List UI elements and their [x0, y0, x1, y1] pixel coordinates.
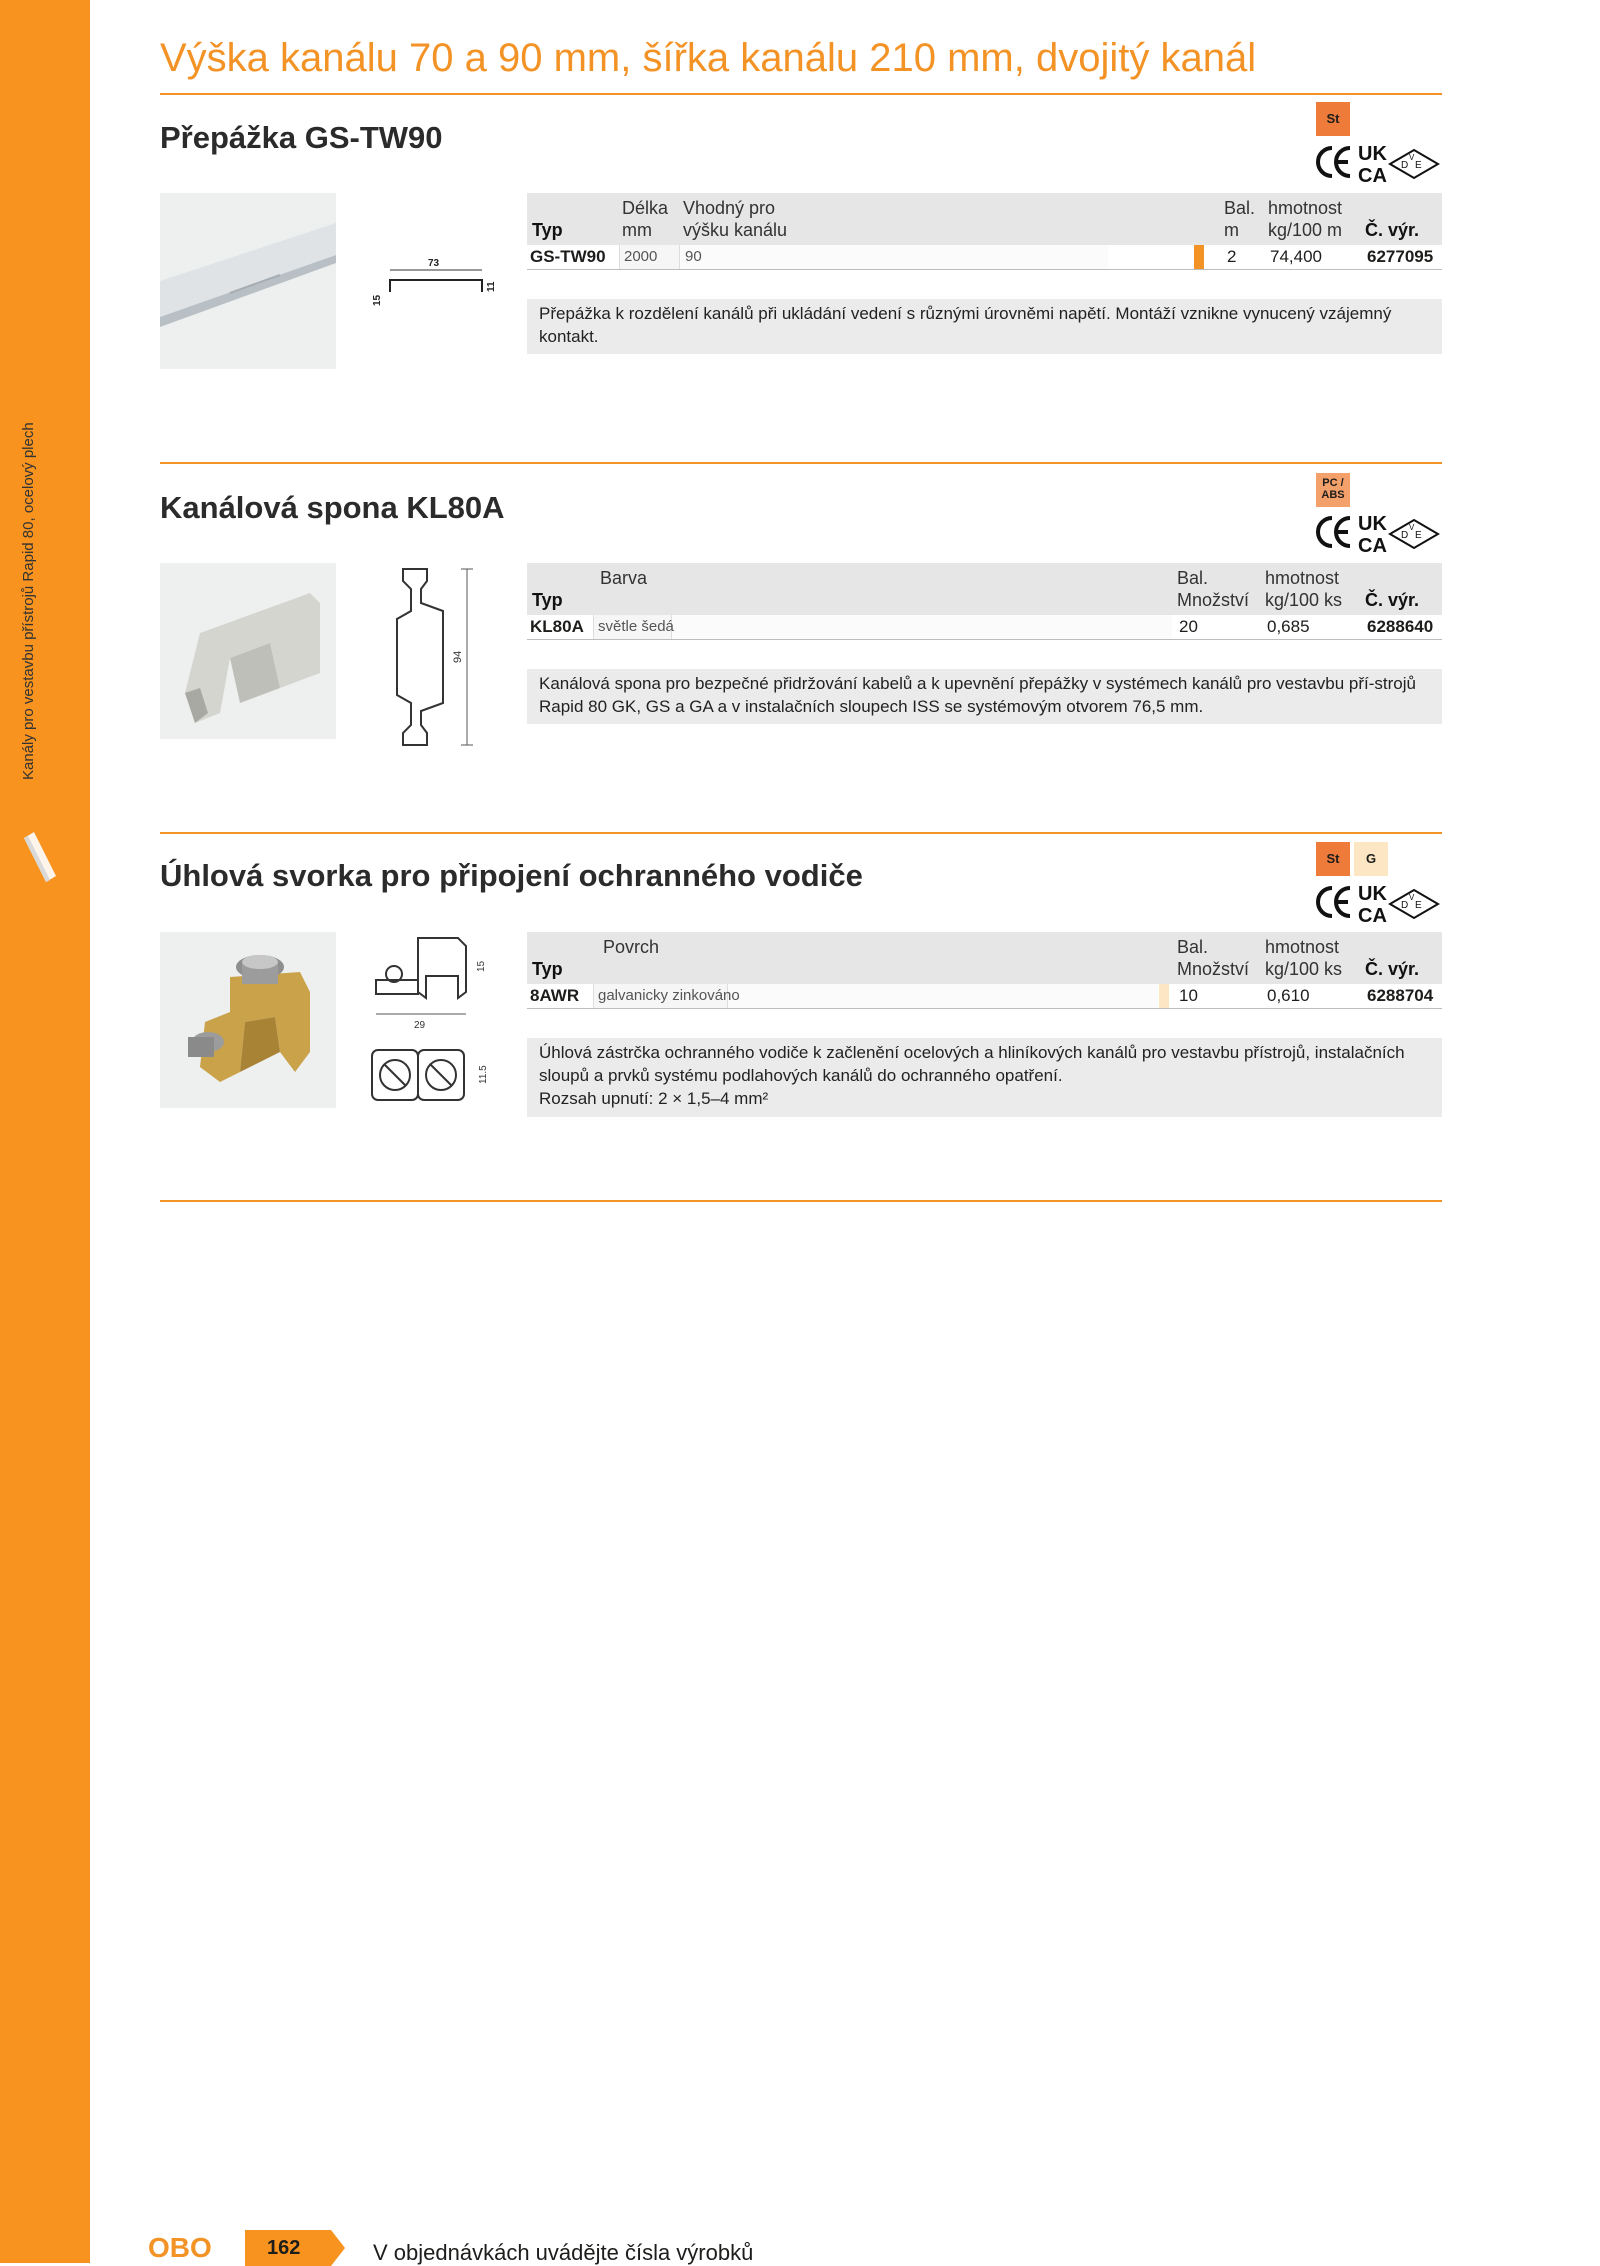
page-number-text: 162 [267, 2237, 301, 2259]
page-number [245, 2230, 345, 2266]
cell-cislo: 6288640 [1367, 617, 1434, 636]
material-badge-pc-abs: PC / ABS [1316, 473, 1350, 507]
ukca-mark-icon [1358, 143, 1387, 184]
product-photo-8awr [160, 932, 336, 1108]
section-title-8awr: Úhlová svorka pro připojení ochranného vodiče [160, 858, 863, 893]
technical-drawing-8awr [358, 932, 498, 1122]
svg-text:D: D [1401, 900, 1409, 911]
svg-text:UK: UK [1358, 883, 1387, 905]
table-row [527, 245, 1442, 270]
section-rule [160, 832, 1442, 834]
col-header-bal-unit: Množství [1177, 959, 1250, 979]
technical-drawing-gs-tw90 [358, 250, 498, 310]
section-title-gs-tw90: Přepážka GS-TW90 [160, 120, 443, 155]
cell-bal: 20 [1179, 617, 1198, 636]
cable-channel-icon [20, 830, 60, 890]
svg-text:CA: CA [1358, 535, 1387, 554]
cell-cislo: 6277095 [1367, 247, 1434, 266]
material-badges [1316, 102, 1350, 136]
material-badges [1316, 842, 1388, 876]
col-header-hmotnost: hmotnost [1265, 568, 1340, 588]
svg-text:E: E [1415, 160, 1422, 171]
title-rule [160, 93, 1442, 95]
ce-mark-icon [1318, 888, 1350, 916]
description-text: Kanálová spona pro bezpečné přidržování kabelů a k upevnění přepážky v systémech kanálů pro vestavbu pří-strojů Rapid 80 GK, GS a GA a v instalačních sloupech ISS se systémovým otvorem 76,5 mm. [539, 674, 1416, 716]
col-header-hmotnost-unit: kg/100 ks [1265, 590, 1343, 610]
svg-text:D: D [1401, 160, 1409, 171]
product-description-8awr [527, 1038, 1442, 1117]
svg-text:V: V [1409, 153, 1415, 162]
cell-hmotnost: 74,400 [1270, 247, 1322, 266]
svg-text:V: V [1409, 523, 1415, 532]
col-header-typ: Typ [532, 220, 563, 240]
cell-vyska: 90 [685, 248, 702, 265]
col-header-bal: Bal. [1224, 198, 1256, 218]
col-header-vyska: Vhodný pro [683, 198, 776, 218]
col-header-bal-unit: Množství [1177, 590, 1250, 610]
page-title: Výška kanálu 70 a 90 mm, šířka kanálu 210 mm, dvojitý kanál [160, 36, 1257, 80]
description-text: Úhlová zástrčka ochranného vodiče k začlenění ocelových a hliníkových kanálů pro vestavbu přístrojů, instalačních sloupů a prvků systému podlahových kanálů do ochranného opatření. [539, 1043, 1405, 1085]
drawing-dim-15: 15 [372, 294, 383, 306]
product-photo-gs-tw90 [160, 193, 336, 369]
vde-mark-icon [1390, 520, 1438, 548]
cell-barva: světle šedá [598, 618, 674, 635]
table-header-8awr [527, 932, 1442, 984]
availability-marker [1159, 984, 1169, 1008]
technical-drawing-kl80a [385, 563, 485, 753]
drawing-dim-29: 29 [414, 1020, 426, 1031]
svg-text:D: D [1401, 530, 1409, 541]
col-header-bal: Bal. [1177, 937, 1209, 957]
vde-mark-icon [1390, 150, 1438, 178]
svg-text:CA: CA [1358, 905, 1387, 924]
cell-povrch: galvanicky zinkováno [598, 987, 740, 1004]
table-row [527, 984, 1442, 1009]
material-badge-g: G [1354, 842, 1388, 876]
col-header-bal: Bal. [1177, 568, 1209, 588]
col-header-typ: Typ [532, 590, 563, 610]
sidebar-vertical-text [20, 422, 40, 800]
material-badge-st: St [1316, 842, 1350, 876]
col-header-cislo: Č. výr. [1365, 220, 1420, 240]
footer-note: V objednávkách uvádějte čísla výrobků [373, 2240, 754, 2265]
col-header-cislo: Č. výr. [1365, 959, 1420, 979]
col-header-hmotnost: hmotnost [1265, 937, 1340, 957]
product-description-kl80a [527, 669, 1442, 724]
col-header-delka-unit: mm [622, 220, 652, 240]
col-header-cislo: Č. výr. [1365, 590, 1420, 610]
cell-typ: KL80A [530, 617, 584, 636]
cell-delka: 2000 [624, 248, 658, 265]
col-header-vyska-unit: výšku kanálu [683, 220, 788, 240]
product-description-gs-tw90 [527, 299, 1442, 354]
section-rule [160, 462, 1442, 464]
vde-mark-icon [1390, 890, 1438, 918]
material-badges [1316, 473, 1350, 507]
cell-hmotnost: 0,685 [1267, 617, 1310, 636]
col-header-hmotnost-unit: kg/100 m [1268, 220, 1343, 240]
availability-marker [1194, 245, 1204, 269]
cell-bal: 2 [1227, 247, 1237, 266]
description-clamping-range: Rozsah upnutí: 2 × 1,5–4 mm² [539, 1089, 769, 1108]
col-header-hmotnost-unit: kg/100 ks [1265, 959, 1343, 979]
ukca-mark-icon [1358, 513, 1387, 554]
cell-cislo: 6288704 [1367, 986, 1434, 1005]
obo-logo-text: OBO [148, 2233, 212, 2261]
cell-typ: 8AWR [530, 986, 580, 1005]
section-title-kl80a: Kanálová spona KL80A [160, 490, 505, 525]
drawing-dim-73: 73 [428, 258, 440, 269]
svg-text:E: E [1415, 900, 1422, 911]
section-rule [160, 1200, 1442, 1202]
table-row [527, 615, 1442, 640]
sidebar-vertical-label: Kanály pro vestavbu přístrojů Rapid 80, ocelový plech [20, 422, 37, 780]
cell-typ: GS-TW90 [530, 247, 606, 266]
cell-hmotnost: 0,610 [1267, 986, 1310, 1005]
col-header-bal-unit: m [1224, 220, 1239, 240]
svg-text:V: V [1409, 893, 1415, 902]
cell-bal: 10 [1179, 986, 1198, 1005]
col-header-barva: Barva [600, 568, 648, 588]
drawing-dim-11-5: 11.5 [478, 1065, 489, 1084]
svg-text:CA: CA [1358, 165, 1387, 184]
certification-marks [1314, 510, 1444, 554]
ce-mark-icon [1318, 518, 1350, 546]
drawing-dim-11: 11 [486, 281, 497, 292]
drawing-dim-15: 15 [476, 960, 487, 972]
table-header-gs-tw90 [527, 193, 1442, 245]
material-badge-st: St [1316, 102, 1350, 136]
description-text: Přepážka k rozdělení kanálů při ukládání vedení s různými úrovněmi napětí. Montáží vznikne vynucený vzájemný kontakt. [539, 304, 1392, 346]
col-header-delka: Délka [622, 198, 669, 218]
sidebar [0, 0, 90, 2263]
col-header-typ: Typ [532, 959, 563, 979]
ukca-mark-icon [1358, 883, 1387, 924]
table-header-kl80a [527, 563, 1442, 615]
col-header-hmotnost: hmotnost [1268, 198, 1343, 218]
ce-mark-icon [1318, 148, 1350, 176]
drawing-dim-94: 94 [452, 650, 464, 663]
col-header-povrch: Povrch [603, 937, 660, 957]
obo-logo [148, 2233, 228, 2261]
certification-marks [1314, 880, 1444, 924]
svg-text:UK: UK [1358, 513, 1387, 535]
svg-text:UK: UK [1358, 143, 1387, 165]
certification-marks [1314, 140, 1444, 184]
svg-text:E: E [1415, 530, 1422, 541]
product-photo-kl80a [160, 563, 336, 739]
